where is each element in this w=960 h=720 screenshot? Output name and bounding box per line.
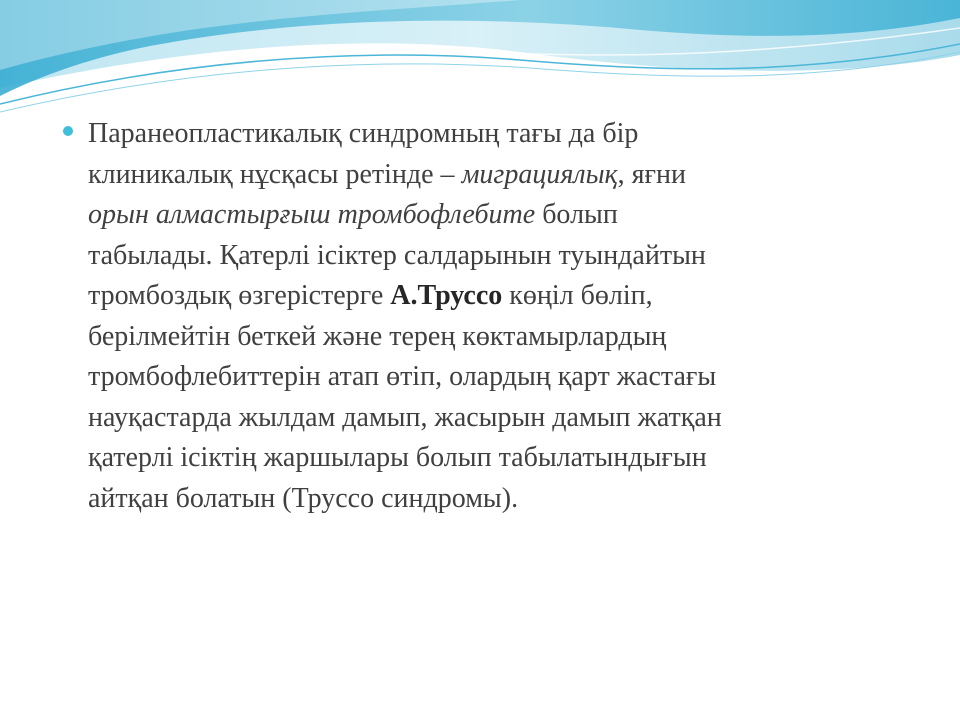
text-line: [88, 155, 722, 196]
text-line: [88, 479, 722, 520]
text-run: науқастарда жылдам дамып, жасырын дамып жатқан: [88, 401, 722, 433]
text-run: берілмейтін беткей және терең көктамырлардың: [88, 320, 667, 352]
header-wave-decoration: [0, 0, 960, 130]
text-line: [88, 276, 722, 317]
text-line: [88, 236, 722, 277]
text-line: [88, 114, 722, 155]
italic-term-migratory: миграциялық: [461, 158, 618, 190]
text-run: , яғни: [617, 158, 686, 190]
text-line: [88, 357, 722, 398]
text-run: қатерлі ісіктің жаршылары болып табылатындығын: [88, 442, 707, 473]
bullet-dot-icon: [63, 126, 73, 136]
text-run: Паранеопластикалық синдромның тағы да бір: [88, 118, 639, 149]
text-run: тромбоздық өзгерістерге: [88, 280, 391, 311]
italic-term-thrombophlebitis: орын алмастырғыш тромбофлебите: [88, 199, 536, 230]
text-run: болып: [535, 199, 618, 230]
text-line: [88, 398, 722, 439]
text-line: [88, 438, 722, 479]
text-run: тромбофлебиттерін атап өтіп, олардың қарт жастағы: [88, 361, 717, 392]
text-line: [88, 317, 722, 358]
text-line: [88, 195, 722, 236]
slide-content: [63, 114, 923, 519]
text-run: айтқан болатын (Труссо синдромы).: [88, 482, 519, 514]
text-run: табылады. Қатерлі ісіктер салдарынын туындайтын: [88, 239, 706, 271]
text-run: клиникалық нұсқасы ретінде –: [88, 158, 462, 190]
bold-name-trousseau: А.Труссо: [390, 280, 503, 311]
bullet-paragraph: [88, 114, 722, 519]
bullet-item: [63, 114, 923, 519]
text-run: көңіл бөліп,: [502, 280, 653, 311]
